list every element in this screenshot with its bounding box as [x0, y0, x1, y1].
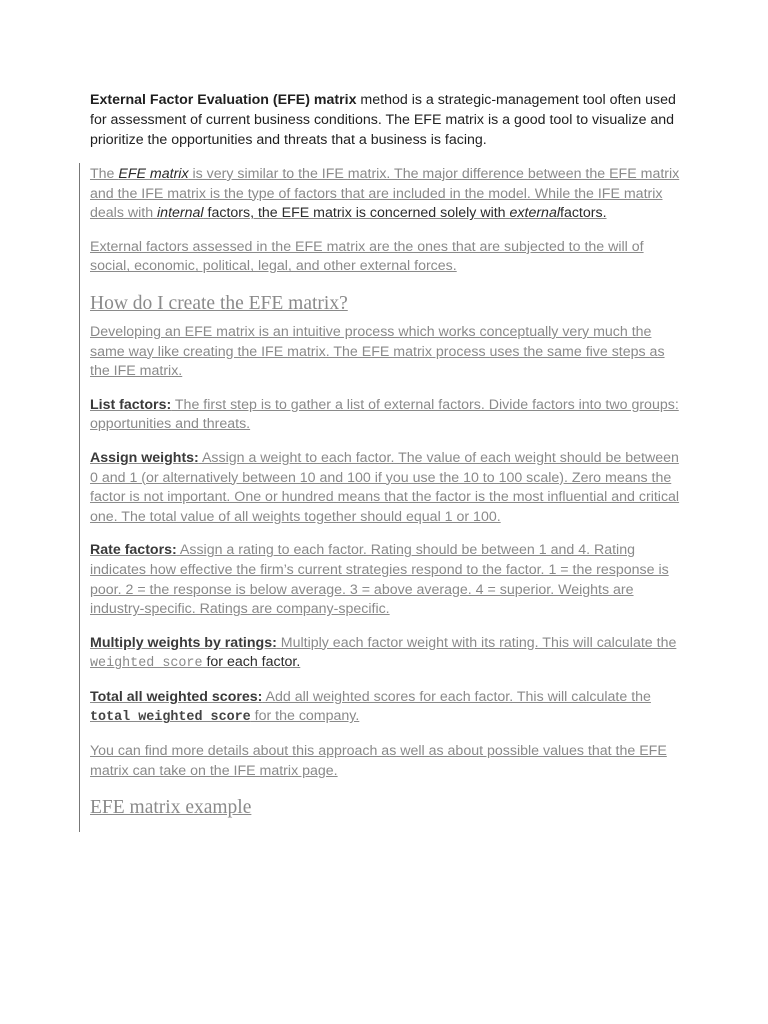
intro-paragraph	[90, 91, 680, 150]
step-label: List factors:	[90, 396, 172, 413]
paragraph-ife-comparison	[90, 165, 685, 224]
quoted-content	[90, 165, 685, 827]
intro-term: External Factor Evaluation (EFE) matrix	[90, 92, 357, 108]
step-assign-weights	[90, 449, 685, 527]
text-run: external	[509, 205, 560, 222]
step-label: Assign weights:	[90, 449, 199, 466]
paragraph-external-factors: External factors assessed in the EFE matrix are the ones that are subjected to the will of social, economic, political, legal, and other external forces.	[90, 238, 644, 275]
intro-text: method is a strategic-management tool often used for assessment of current business conditions. The EFE matrix is a good tool to visualize and prioritize the opportunities and threats that a business is facing.	[90, 92, 676, 148]
step-rate-factors	[90, 541, 685, 619]
text-run: is very similar to the IFE matrix. The major difference between the EFE matrix and the IFE matrix is the type of factors that are included in the model. While the IFE matrix deals with	[90, 166, 680, 222]
text-run: internal	[157, 205, 204, 222]
text-run: The	[90, 166, 119, 182]
step-tail: for the company.	[250, 708, 360, 725]
heading-efe-example: EFE matrix example	[90, 797, 252, 819]
text-run: factors, the EFE matrix is concerned solely with	[203, 205, 510, 222]
code-total-weighted-score: total weighted score	[90, 710, 251, 726]
step-total	[90, 688, 685, 728]
step-text: Add all weighted scores for each factor. This will calculate the	[262, 688, 651, 705]
step-text: Assign a weight to each factor. The value of each weight should be between 0 and 1 (or alternatively between 10 and 100 if you use the 10 to 100 scale). Zero means the factor is not important. One or hundred means that the factor is the most influential and critical one. The total value of all weights together should equal 1 or 100.	[90, 449, 680, 525]
code-weighted-score: weighted score	[90, 656, 203, 672]
heading-how-to-create: How do I create the EFE matrix?	[90, 292, 348, 314]
text-run: factors.	[560, 205, 607, 222]
step-list-factors	[90, 396, 685, 435]
blockquote-bar	[79, 163, 80, 832]
paragraph-more-details: You can find more details about this approach as well as about possible values that the EFE matrix can take on the IFE matrix page.	[90, 743, 667, 779]
step-text: The first step is to gather a list of external factors. Divide factors into two groups: opportunities and threats.	[90, 396, 679, 433]
step-label: Multiply weights by ratings:	[90, 634, 277, 651]
step-label: Total all weighted scores:	[90, 688, 263, 705]
step-tail: for each factor.	[202, 654, 301, 671]
step-multiply	[90, 634, 685, 674]
step-label: Rate factors:	[90, 542, 177, 559]
step-text: Assign a rating to each factor. Rating should be between 1 and 4. Rating indicates how effective the firm’s current strategies respond to the factor. 1 = the response is poor. 2 = the response is below average. 3 = above average. 4 = superior. Weights are industry-specific. Ratings are company-specific.	[90, 542, 669, 618]
paragraph-developing: Developing an EFE matrix is an intuitive process which works conceptually very much the same way like creating the IFE matrix. The EFE matrix process uses the same five steps as the IFE matrix.	[90, 323, 665, 380]
text-run: EFE matrix	[118, 166, 189, 182]
step-text: Multiply each factor weight with its rating. This will calculate the	[276, 634, 677, 651]
